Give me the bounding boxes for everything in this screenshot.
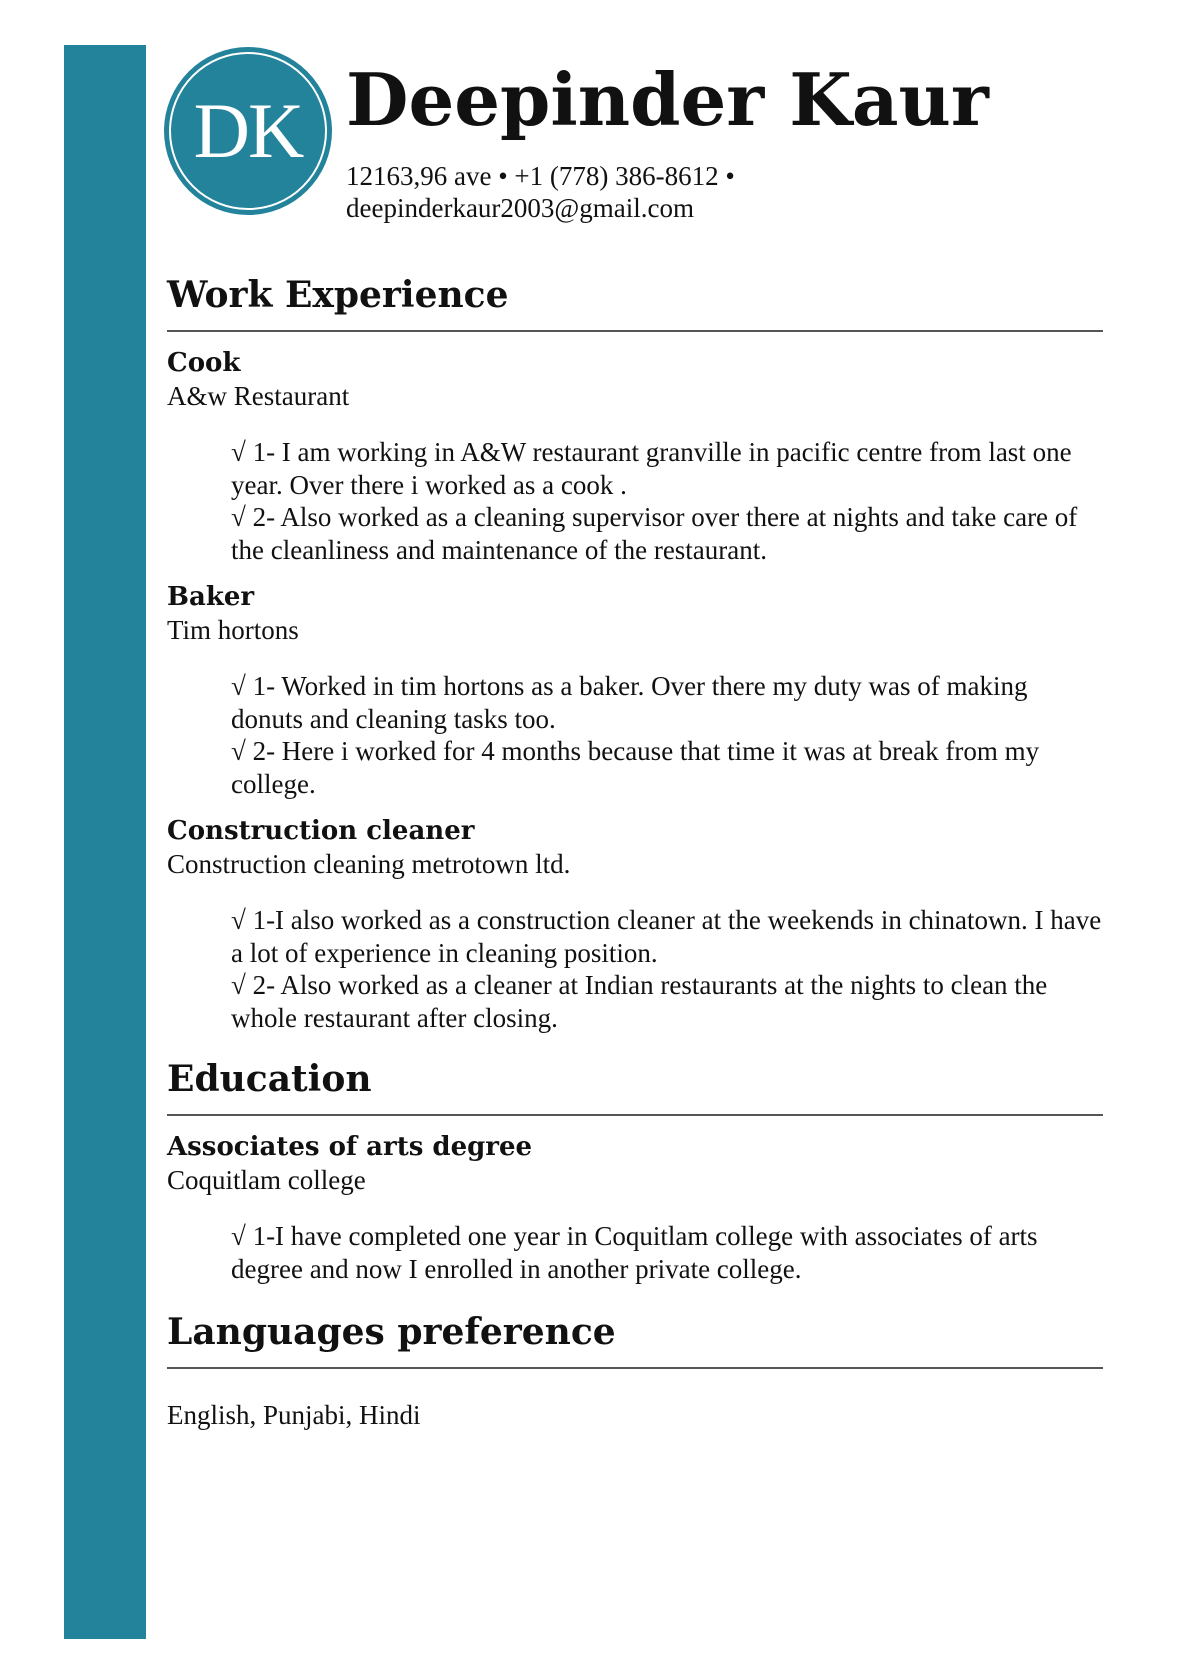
contact-info <box>346 160 1106 224</box>
job-bullet: √ 1- I am working in A&W restaurant granville in pacific centre from last one year. Over there i worked as a cook . <box>231 437 1072 500</box>
job-employer: Tim hortons <box>167 615 299 645</box>
monogram-badge <box>164 47 332 215</box>
job-bullets <box>231 436 1103 566</box>
contact-line-email: deepinderkaur2003@gmail.com <box>346 193 695 223</box>
job-bullet: √ 1-I also worked as a construction cleaner at the weekends in chinatown. I have a lot of experience in cleaning position. <box>231 905 1102 968</box>
section-divider <box>167 330 1103 332</box>
job-role: Cook <box>167 348 241 378</box>
education-bullets <box>231 1220 1103 1285</box>
job-bullets <box>231 670 1103 800</box>
education-section <box>167 1054 1103 1285</box>
job-bullets <box>231 904 1103 1034</box>
section-divider <box>167 1367 1103 1369</box>
job-role: Construction cleaner <box>167 816 475 846</box>
monogram-initials: DK <box>193 87 303 174</box>
section-title-languages: Languages preference <box>167 1311 616 1353</box>
job-bullet: √ 1- Worked in tim hortons as a baker. Over there my duty was of making donuts and cleaning tasks too. <box>231 671 1028 734</box>
job-bullet: √ 2- Also worked as a cleaning supervisor over there at nights and take care of the cleanliness and maintenance of the restaurant. <box>231 502 1078 565</box>
section-title-education: Education <box>167 1058 372 1100</box>
languages-section <box>167 1307 1103 1431</box>
education-bullet: √ 1-I have completed one year in Coquitlam college with associates of arts degree and now I enrolled in another private college. <box>231 1221 1038 1284</box>
job-role: Baker <box>167 582 255 612</box>
section-title-work-experience: Work Experience <box>167 274 509 316</box>
job-entry-cook <box>167 346 1103 566</box>
job-bullet: √ 2- Here i worked for 4 months because that time it was at break from my college. <box>231 736 1040 799</box>
job-bullet: √ 2- Also worked as a cleaner at Indian restaurants at the nights to clean the whole restaurant after closing. <box>231 970 1048 1033</box>
candidate-name: Deepinder Kaur <box>346 57 989 142</box>
school-name: Coquitlam college <box>167 1165 366 1195</box>
languages-list: English, Punjabi, Hindi <box>167 1400 421 1430</box>
resume-body <box>167 270 1103 1431</box>
education-entry <box>167 1130 1103 1285</box>
accent-sidebar-bar <box>64 45 146 1639</box>
degree-name: Associates of arts degree <box>167 1132 533 1162</box>
work-experience-section <box>167 270 1103 1034</box>
job-employer: A&w Restaurant <box>167 381 350 411</box>
job-entry-baker <box>167 580 1103 800</box>
job-entry-construction-cleaner <box>167 814 1103 1034</box>
job-employer: Construction cleaning metrotown ltd. <box>167 849 571 879</box>
contact-line-address-phone: 12163,96 ave • +1 (778) 386-8612 • <box>346 161 735 191</box>
section-divider <box>167 1114 1103 1116</box>
